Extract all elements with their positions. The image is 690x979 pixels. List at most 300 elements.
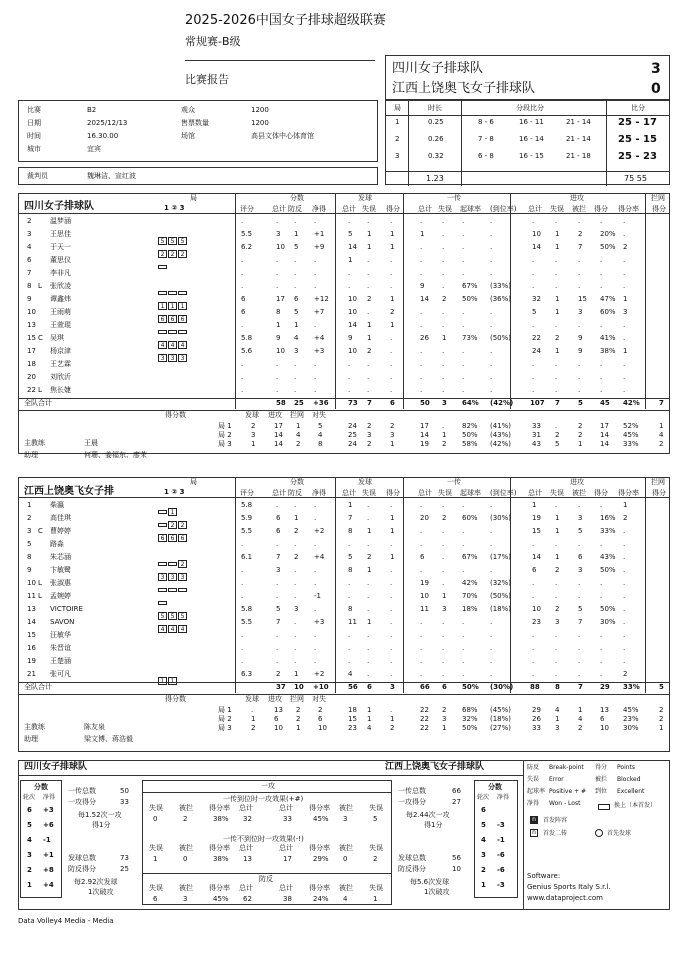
stat-cell: 5.8 <box>241 501 253 509</box>
stat-cell: 7 <box>578 618 583 626</box>
col-subheader: 失误 <box>550 489 564 497</box>
stat-cell: . <box>294 360 297 368</box>
rotation-net: -3 <box>497 881 505 889</box>
away-break-points-label: 防反得分 <box>398 865 426 873</box>
player-rotation-boxes <box>158 217 218 227</box>
stat-cell: . <box>390 386 393 394</box>
team-total-cell: 6 <box>367 683 372 691</box>
match-number: B2 <box>87 106 97 114</box>
stat-cell: 7 <box>578 243 583 251</box>
player-number: 9 <box>27 295 32 303</box>
stat-cell: . <box>390 605 393 613</box>
stat-cell: . <box>276 501 279 509</box>
sub-marker <box>168 588 177 592</box>
attack-col-header: 得分率 <box>209 884 230 892</box>
stat-cell: 5.5 <box>241 618 253 626</box>
stat-cell: +3 <box>314 618 325 626</box>
stat-cell: . <box>241 256 244 264</box>
stat-cell: 2 <box>367 553 372 561</box>
stat-cell: 10 <box>348 308 357 316</box>
stat-cell: . <box>623 527 626 535</box>
by-set-stat: 3 <box>442 715 447 723</box>
col-reception-header: 一传 <box>447 478 461 486</box>
stat-cell: . <box>555 657 558 665</box>
rotation-index: 2 <box>481 866 486 874</box>
by-set-label: 局 3 <box>218 724 232 732</box>
attack-col-value: 1 <box>153 855 158 863</box>
by-set-label: 局 2 <box>218 431 232 439</box>
stat-cell: . <box>294 282 297 290</box>
stat-cell: . <box>578 256 581 264</box>
stat-cell: . <box>442 579 445 587</box>
player-name: 李非凡 <box>50 269 71 277</box>
stat-cell: . <box>462 566 465 574</box>
stat-cell: . <box>490 644 493 652</box>
stat-cell: . <box>623 321 626 329</box>
stat-cell: . <box>578 592 581 600</box>
stat-cell: +7 <box>314 308 325 316</box>
stat-cell: 22 <box>532 334 541 342</box>
stat-cell: 60% <box>600 308 616 316</box>
player-number: 10 <box>27 308 36 316</box>
title-rule <box>185 60 375 61</box>
player-number: 10 <box>27 579 36 587</box>
col-subheader: 得分 <box>386 489 400 497</box>
stat-cell: . <box>555 579 558 587</box>
stat-cell: . <box>390 670 393 678</box>
by-set-stat: 24 <box>348 440 357 448</box>
by-set-points: 2 <box>296 440 301 448</box>
player-role: L <box>38 579 42 587</box>
stat-cell: . <box>276 592 279 600</box>
set-partial-3: 21 - 18 <box>566 152 591 160</box>
player-rotation-boxes <box>158 360 218 370</box>
col-serve-header: 发球 <box>358 194 372 202</box>
stat-cell: . <box>532 540 535 548</box>
stat-cell: 7 <box>348 514 353 522</box>
stat-cell: . <box>578 360 581 368</box>
stat-cell: 5 <box>348 230 353 238</box>
col-subheader: 得分率 <box>618 489 639 497</box>
column-divider <box>403 193 404 409</box>
player-rotation-boxes <box>158 618 218 633</box>
stat-cell: . <box>532 657 535 665</box>
stat-cell: 5.5 <box>241 230 253 238</box>
stat-cell: . <box>294 269 297 277</box>
stat-cell: . <box>348 540 351 548</box>
stat-cell: . <box>294 618 297 626</box>
stat-cell: . <box>390 566 393 574</box>
stat-cell: . <box>578 501 581 509</box>
stat-cell: . <box>532 386 535 394</box>
team-total-cell: 7 <box>659 399 664 407</box>
stat-cell: . <box>490 670 493 678</box>
stat-cell: . <box>623 605 626 613</box>
by-set-stat: 1 <box>578 706 583 714</box>
legend-starting-lineup: 首发阵容 <box>543 817 568 824</box>
stat-cell: . <box>314 256 317 264</box>
sub-marker <box>158 562 167 566</box>
stat-cell: 2 <box>367 347 372 355</box>
stat-cell: . <box>420 269 423 277</box>
rotation-position: 5 <box>158 612 167 620</box>
stat-cell: . <box>600 269 603 277</box>
stat-cell: . <box>390 347 393 355</box>
rotation-position: 3 <box>158 354 167 362</box>
legend-value: Points <box>617 764 636 771</box>
player-number: 13 <box>27 605 36 613</box>
stat-cell: +1 <box>314 230 325 238</box>
stat-cell: . <box>294 217 297 225</box>
player-name: 朱晋谊 <box>50 644 71 652</box>
stat-cell: . <box>532 321 535 329</box>
legend-value: Break-point <box>549 764 584 771</box>
substitution-legend-icon <box>598 804 610 810</box>
stat-cell: 2 <box>442 295 447 303</box>
away-sideout-note: 每2.44次一攻 <box>406 811 450 819</box>
stat-cell: . <box>276 282 279 290</box>
stat-cell: . <box>578 644 581 652</box>
by-set-stat: 33% <box>623 440 639 448</box>
stat-cell: 9 <box>276 334 281 342</box>
stat-cell: . <box>623 282 626 290</box>
by-set-stat: 4 <box>659 431 664 439</box>
stat-cell: . <box>462 256 465 264</box>
stat-cell: 4 <box>294 334 299 342</box>
col-subheader: 评分 <box>240 205 254 213</box>
stat-cell: 1 <box>390 553 395 561</box>
stat-cell: . <box>462 540 465 548</box>
points-by-set-header: 进攻 <box>268 411 282 419</box>
legend-first-serve: 首先发球 <box>607 830 632 837</box>
stat-cell: 11 <box>348 618 357 626</box>
stat-cell: . <box>532 631 535 639</box>
col-set-numbers: 1 ② 3 <box>164 204 185 212</box>
stat-cell: . <box>532 592 535 600</box>
rotation-position: 6 <box>158 315 167 323</box>
stat-cell: . <box>367 501 370 509</box>
player-number: 6 <box>27 256 32 264</box>
home-serve-total-label: 发球总数 <box>68 854 96 862</box>
stat-cell: 1 <box>367 243 372 251</box>
stat-cell: 2 <box>555 334 560 342</box>
away-reception-total-label: 一传总数 <box>398 787 426 795</box>
player-rotation-boxes <box>158 321 218 331</box>
stat-cell: 3 <box>555 618 560 626</box>
attack-col-header: 被拦 <box>179 844 193 852</box>
stat-cell: . <box>241 217 244 225</box>
sub-marker <box>178 291 187 295</box>
stat-cell: . <box>294 540 297 548</box>
by-set-stat: 2 <box>390 724 395 732</box>
col-attack-header: 进攻 <box>570 478 584 486</box>
stat-cell: . <box>490 386 493 394</box>
good-pass-title: 一传到位时一攻效果(+#) <box>223 795 304 803</box>
stat-cell: (32%) <box>490 579 512 587</box>
stat-cell: 8 <box>348 605 353 613</box>
by-set-stat: 52% <box>623 422 639 430</box>
stat-cell: 70% <box>462 592 478 600</box>
rotation-net: -6 <box>497 866 505 874</box>
stat-cell: 60% <box>462 514 478 522</box>
by-set-stat: 17 <box>420 422 429 430</box>
stat-cell: . <box>276 579 279 587</box>
col-subheader: 总计 <box>418 205 432 213</box>
col-subheader: 失误 <box>438 205 452 213</box>
set-number: 1 <box>395 118 400 126</box>
sub-marker <box>158 510 167 514</box>
col-subheader: 起球率 <box>460 205 481 213</box>
player-number: 8 <box>27 553 32 561</box>
by-set-stat: 2 <box>659 706 664 714</box>
team-total-label: 全队合计 <box>24 683 52 691</box>
summary-away-name: 江西上饶奥飞女子排球队 <box>385 762 485 772</box>
col-subheader: 防反 <box>288 205 302 213</box>
by-set-stat: 2 <box>555 431 560 439</box>
col-points-header: 分数 <box>290 194 304 202</box>
stat-cell: . <box>390 644 393 652</box>
rotation-position: 2 <box>168 521 177 529</box>
legend-key: 被拦 <box>595 776 608 783</box>
stat-cell: . <box>314 657 317 665</box>
by-set-stat: 15 <box>348 715 357 723</box>
stat-cell: . <box>241 321 244 329</box>
stat-cell: . <box>390 631 393 639</box>
stat-cell: . <box>241 657 244 665</box>
attack-col-value: 45% <box>213 895 229 903</box>
home-sideout-points-label: 一攻得分 <box>68 798 96 806</box>
stat-cell: . <box>623 657 626 665</box>
set-partial-1: 6 - 8 <box>478 152 494 160</box>
stat-cell: 1 <box>276 321 281 329</box>
team-total-cell: 5 <box>659 683 664 691</box>
stat-cell: 1 <box>555 527 560 535</box>
stat-cell: 5.6 <box>241 347 253 355</box>
col-subheader: 得分 <box>594 205 608 213</box>
stat-cell: . <box>390 657 393 665</box>
referee-label: 裁判员 <box>27 172 48 180</box>
team-total-cell: 7 <box>555 399 560 407</box>
stat-cell: . <box>420 321 423 329</box>
home-sideout-points: 33 <box>120 798 129 806</box>
attack-summary-box <box>142 780 392 905</box>
away-reception-total: 66 <box>452 787 461 795</box>
rotation-index: 3 <box>481 851 486 859</box>
player-rotation-boxes <box>158 605 218 620</box>
set-partial-2: 16 - 15 <box>519 152 544 160</box>
stat-cell: . <box>462 269 465 277</box>
by-set-stat: . <box>442 422 445 430</box>
stat-cell: 1 <box>390 514 395 522</box>
by-set-points: 10 <box>274 724 283 732</box>
player-number: 21 <box>27 670 36 678</box>
set-partial-3: 21 - 14 <box>566 135 591 143</box>
stat-cell: . <box>420 308 423 316</box>
spectators: 1200 <box>251 106 269 114</box>
home-reception-total-label: 一传总数 <box>68 787 96 795</box>
stat-cell: 4 <box>348 670 353 678</box>
rotation-index: 6 <box>481 806 486 814</box>
stat-cell: . <box>390 618 393 626</box>
stat-cell: . <box>390 217 393 225</box>
match-info <box>18 100 378 162</box>
away-table-team-name: 江西上饶奥飞女子排 <box>24 486 114 497</box>
stat-cell: . <box>420 373 423 381</box>
by-set-points: 2 <box>251 724 256 732</box>
stat-cell: . <box>442 670 445 678</box>
by-set-stat: 26 <box>532 715 541 723</box>
stat-cell: 32 <box>532 295 541 303</box>
set-partial-2: 16 - 14 <box>519 135 544 143</box>
sub-marker <box>158 291 167 295</box>
stat-cell: 1 <box>390 527 395 535</box>
stat-cell: . <box>367 657 370 665</box>
by-set-stat: 3 <box>555 724 560 732</box>
col-subheader: 被拦 <box>572 489 586 497</box>
stat-cell: . <box>578 269 581 277</box>
stat-cell: +4 <box>314 334 325 342</box>
by-set-stat: 2 <box>578 724 583 732</box>
player-rotation-boxes <box>158 243 218 258</box>
by-set-stat: 45% <box>623 706 639 714</box>
assistant-label: 助理 <box>24 451 38 459</box>
legend-starting-setter: 首发二传 <box>543 830 568 837</box>
stat-cell: . <box>241 566 244 574</box>
player-role: L <box>38 386 42 394</box>
stat-cell: (18%) <box>490 605 512 613</box>
col-subheader: 总计 <box>418 489 432 497</box>
coach-label: 主教练 <box>24 723 45 731</box>
by-set-points: 1 <box>296 422 301 430</box>
col-reception-header: 一传 <box>447 194 461 202</box>
stat-cell: . <box>462 527 465 535</box>
stat-cell: . <box>600 373 603 381</box>
player-number: 9 <box>27 566 32 574</box>
by-set-stat: 33 <box>532 422 541 430</box>
stat-cell: . <box>555 592 558 600</box>
stat-cell: . <box>420 501 423 509</box>
team-total-cell: 50 <box>420 399 430 407</box>
footer-text: Data Volley4 Media - Media <box>18 917 114 925</box>
rotation-index: 5 <box>481 821 486 829</box>
stat-cell: . <box>367 308 370 316</box>
away-serve-total-label: 发球总数 <box>398 854 426 862</box>
by-set-rule <box>18 694 670 695</box>
stat-cell: . <box>367 644 370 652</box>
defense-title: 防反 <box>259 875 273 883</box>
attack-col-header: 被拦 <box>179 884 193 892</box>
stat-cell: . <box>442 553 445 561</box>
col-subheader: 总计 <box>272 489 286 497</box>
stat-cell: . <box>462 631 465 639</box>
stat-cell: +9 <box>314 243 325 251</box>
match-label: 比赛 <box>27 106 41 114</box>
rotation-position: 6 <box>168 315 177 323</box>
stat-cell: . <box>578 631 581 639</box>
stat-cell: 2 <box>276 670 281 678</box>
attack-col-header: 总计 <box>279 884 293 892</box>
stat-cell: . <box>623 592 626 600</box>
stat-cell: . <box>367 540 370 548</box>
col-subheader: 总计 <box>528 205 542 213</box>
sets-col-score: 比分 <box>631 104 645 112</box>
stat-cell: . <box>367 592 370 600</box>
stat-cell: . <box>294 386 297 394</box>
stat-cell: . <box>442 373 445 381</box>
home-sets-won: 3 <box>651 61 661 77</box>
stat-cell: 1 <box>390 230 395 238</box>
stat-cell: 6 <box>276 514 281 522</box>
stat-cell: . <box>623 230 626 238</box>
legend-key: 防反 <box>527 764 540 771</box>
stat-cell: . <box>420 540 423 548</box>
rotation-position: 1 <box>158 302 167 310</box>
by-set-stat: 23 <box>348 724 357 732</box>
city-label: 城市 <box>27 145 41 153</box>
stat-cell: . <box>623 579 626 587</box>
stat-cell: 42% <box>462 579 478 587</box>
stat-cell: . <box>462 670 465 678</box>
player-name: 于天一 <box>50 243 71 251</box>
stat-cell: 41% <box>600 334 616 342</box>
attack-col-value: 2 <box>183 815 188 823</box>
stat-cell: 5 <box>294 308 299 316</box>
attack-col-value: 3 <box>343 815 348 823</box>
stat-cell: . <box>390 579 393 587</box>
player-rotation-boxes <box>158 527 218 542</box>
stat-cell: . <box>555 631 558 639</box>
stat-cell: . <box>462 230 465 238</box>
stat-cell: 9 <box>578 334 583 342</box>
home-break-points: 25 <box>120 865 129 873</box>
stat-cell: 1 <box>555 347 560 355</box>
stat-cell: . <box>367 256 370 264</box>
stat-cell: . <box>490 527 493 535</box>
player-number: 22 <box>27 386 36 394</box>
rotation-position: 6 <box>168 534 177 542</box>
by-set-points: 1 <box>251 715 256 723</box>
rotation-position: 3 <box>178 573 187 581</box>
stat-cell: . <box>623 373 626 381</box>
stat-cell: . <box>623 631 626 639</box>
col-points-header: 分数 <box>290 478 304 486</box>
by-set-points: 6 <box>318 715 323 723</box>
set-partial-2: 16 - 11 <box>519 118 544 126</box>
player-name: 刘欣沂 <box>50 373 71 381</box>
stat-cell: . <box>314 282 317 290</box>
team-total-cell: (42%) <box>490 399 514 407</box>
player-number: 2 <box>27 514 32 522</box>
attack-col-value: 6 <box>153 895 158 903</box>
col-block-header: 拦网 <box>651 194 665 202</box>
stat-cell: . <box>462 618 465 626</box>
stat-cell: 2 <box>294 553 299 561</box>
stat-cell: 14 <box>532 243 541 251</box>
stat-cell: 33% <box>600 527 616 535</box>
stat-cell: . <box>390 269 393 277</box>
stat-cell: . <box>276 256 279 264</box>
stat-cell: 3 <box>276 566 281 574</box>
by-set-points: 2 <box>296 706 301 714</box>
rotation-index: 3 <box>27 851 32 859</box>
by-set-stat: (41%) <box>490 422 512 430</box>
stat-cell: . <box>578 386 581 394</box>
by-set-stat: 10 <box>600 724 609 732</box>
stat-cell: 20 <box>420 514 429 522</box>
stat-cell: (50%) <box>490 334 512 342</box>
team-total-cell: 3 <box>442 399 447 407</box>
attack-col-header: 得分率 <box>209 804 230 812</box>
